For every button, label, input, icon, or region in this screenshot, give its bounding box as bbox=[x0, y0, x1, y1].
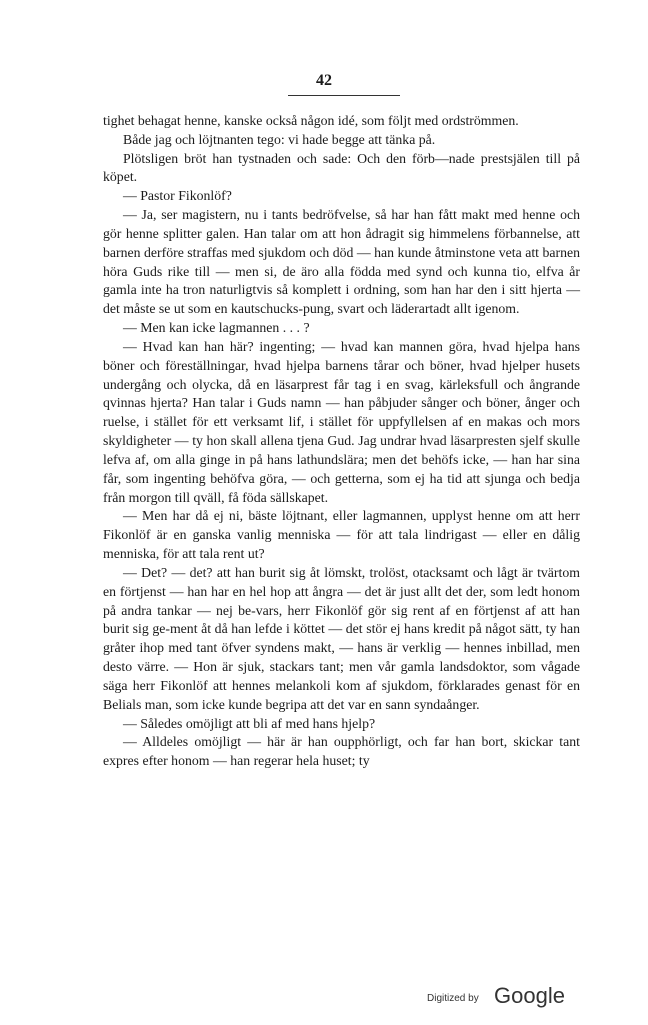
page-number: 42 bbox=[316, 72, 332, 89]
paragraph: Plötsligen bröt han tystnaden och sade: Och den förb—nade prestsjälen till på köpet. bbox=[103, 150, 580, 185]
digitized-by-google-watermark bbox=[427, 982, 577, 1012]
paragraph: — Det? — det? att han burit sig åt lömskt, trolöst, otacksamt och lågt är tvärtom en förtjenst — han har en hel hop att ångra — det är just allt det der, som ledt honom på andra tankar — nej be-vars, herr Fikonlöf gör sig rent af en förtjenst af att han burit sig ge-ment åt då han lefde i köttet — det stör ej hans kredit på något sätt, ty han gråter ihop med tant öfver syndens makt, — hans är verklig — hennes inbillad, men desto värre. — Hon är sjuk, stackars tant; men vår gamla landsdoktor, som vågade säga herr Fikonlöf att hennes melankoli kom af sjukdom, förklarades genast för en Belials man, som icke kunde begripa att det var en sann syndaånger. bbox=[103, 564, 580, 712]
header-rule bbox=[288, 95, 400, 96]
paragraph: tighet behagat henne, kanske också någon idé, som följt med ordströmmen. bbox=[103, 113, 519, 128]
paragraph: — Således omöjligt att bli af med hans hjelp? bbox=[123, 715, 376, 731]
google-logo: Google bbox=[494, 983, 565, 1008]
paragraph: — Ja, ser magistern, nu i tants bedröfvelse, så har han fått makt med henne och gör henne splitter galen. Han talar om att hon ådragit sig himmelens förbannelse, att barnen derföre straffas med sjukdom och död — han kunde åtminstone veta att barnen höra Guds rike till — men si, de äro alla födda med synd och kunna tio, elfva år gamla inte ha tron naturligtvis så komplett i ordning, som han har den i sitt hjerta — det måste se ut som en kautschucks-pung, svart och läderartadt allt igenom. bbox=[103, 207, 580, 317]
paragraph: — Men har då ej ni, bäste löjtnant, eller lagmannen, upplyst henne om att herr Fikonlöf är en ganska vanlig menniska — för att tala lindrigast — eller en dålig menniska, för att tala rent ut? bbox=[103, 508, 580, 562]
watermark-prefix: Digitized by bbox=[427, 993, 479, 1004]
paragraph: Både jag och löjtnanten tego: vi hade begge att tänka på. bbox=[123, 131, 436, 147]
body-text bbox=[103, 112, 580, 771]
paragraph: — Men kan icke lagmannen . . . ? bbox=[123, 320, 310, 336]
paragraph: — Pastor Fikonlöf? bbox=[123, 188, 232, 204]
paragraph: — Alldeles omöjligt — här är han oupphörligt, och far han bort, skickar tant expres efter honom — han regerar hela huset; ty bbox=[103, 734, 580, 769]
paragraph: — Hvad kan han här? ingenting; — hvad kan mannen göra, hvad hjelpa hans böner och föreställningar, hvad hjelpa barnens tårar och böner, hvad hjelper husets undergång och olycka, då en läsarprest får tag i en svag, kärleksfull och ångrande qvinnas hjerta? Han talar i Guds namn — han påbjuder sånger och böner, ånger och ruelse, i stället för ett verksamt lif, i stället för uppfyllelsen af en makas och mors skyldigheter — ty hon skall allena tjena Gud. Jag undrar hvad läsarpresten sjelf skulle lefva af, om alla ginge in på hans lathundslära; men det behöfs icke, — han har sina får, som ingenting behöfva göra, — och getterna, som ej ha tid att sjunga och bedja från morgon till qväll, få föda sällskapet. bbox=[103, 338, 580, 505]
